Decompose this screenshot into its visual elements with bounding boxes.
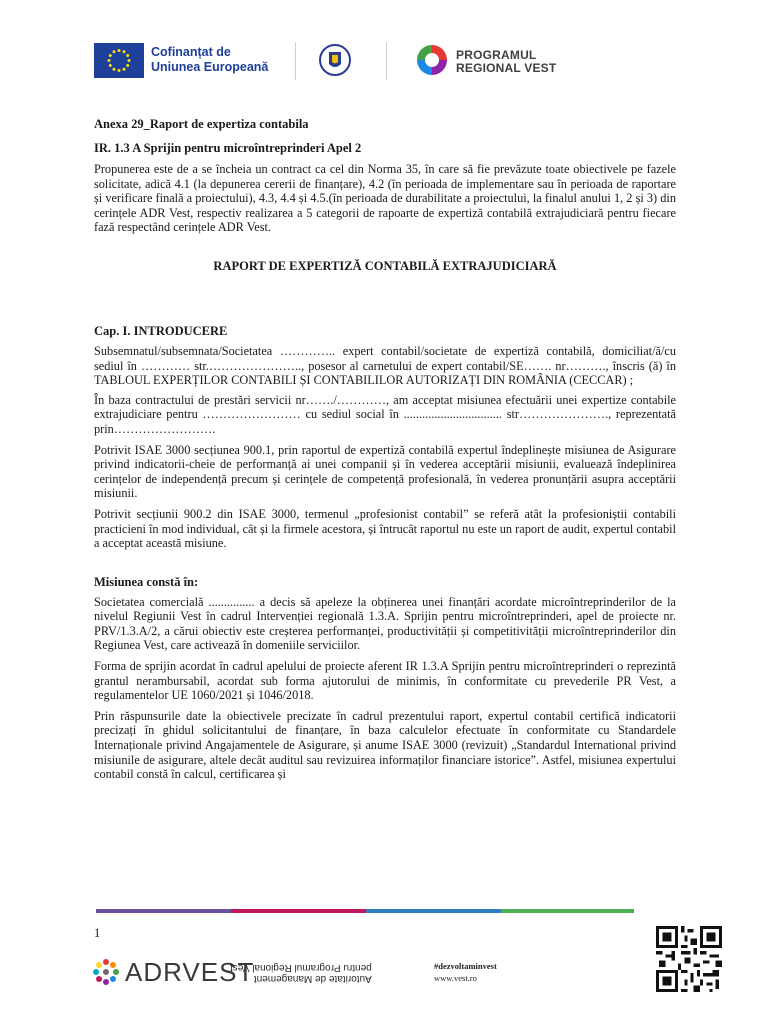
program-regional-vest-logo-icon xyxy=(414,42,450,78)
adr-vest-wordmark: ADRVEST xyxy=(125,957,255,987)
isae-900-2-paragraph: Potrivit secțiunii 900.2 din ISAE 3000, termenul „profesionist contabil” se referă atât la profesioniștii contabili practicieni în mod individual, cât și la firmele acestora, și întrucât raportul nu este un raport de audit, expertul contabil a acceptat această misiune. xyxy=(94,506,676,551)
mission-heading: Misiunea constă în: xyxy=(94,574,199,589)
header-divider xyxy=(386,42,387,80)
campaign-hashtag: #dezvoltaminvest xyxy=(434,961,497,971)
program-regional-vest-label: PROGRAMUL REGIONAL VEST xyxy=(456,48,557,75)
company-paragraph: Societatea comercială ............... a decis să apeleze la obținerea unei finanțări acordate microîntreprinderilor de la nivelul Regiunii Vest în cadrul Intervenției regională 1.3.A. Sprijin pentru microîntreprinderi, apel de proiecte nr. PRV/1.3.A/2, a cărui obiectiv este creșterea performanței, productivității și competitivității microîntreprinderilor din Regiunea Vest, care activează în domeniile serviciilor. xyxy=(94,594,676,653)
footer-stripe-segment xyxy=(231,909,366,913)
annex-title: Anexa 29_Raport de expertiza contabila xyxy=(94,117,309,131)
footer-stripe-segment xyxy=(96,909,231,913)
intro-paragraph: Propunerea este de a se încheia un contract ca cel din Norma 35, în care să fie prevăzute toate obiectivele pe fazele solicitate, adică 4.1 (la depunerea cererii de finanțare), 4.2 (în perioada de implementare sau în perioada de raportare și verificare finală a proiectului), 4.3, 4.4 și 4.5.(în perioada de durabilitate a proiectului, la finalul anului 1, 2 și 3) din cerințele ADR Vest, respectiv realizarea a 5 categorii de rapoarte de expertiză contabilă extrajudiciară pentru fiecare fază respectând cerințele ADR Vest. xyxy=(94,162,676,235)
document-body xyxy=(94,117,676,782)
contract-paragraph: În baza contractului de prestări servicii nr……./…………, am acceptat misiunea efectuării unei expertize contabile extrajudiciare pentru …………………… cu sediul social în ................................ str…………………., reprezentată prin……………………. xyxy=(94,392,676,436)
header-divider xyxy=(295,42,296,80)
eu-cofinancing-label: Cofinanțat de Uniunea Europeană xyxy=(151,45,269,74)
intervention-title: IR. 1.3 A Sprijin pentru microîntreprinderi Apel 2 xyxy=(94,141,362,155)
expert-identification-paragraph: Subsemnatul/subsemnata/Societatea ………….. expert contabil/societate de expertiză contabilă, domiciliat/ă/cu sediul în ………… str.………………….., posesor al carnetului de expert contabil/SE……. nr………., înscris (ă) în TABLOUL EXPERȚILOR CONTABILI ȘI CONTABILILOR AUTORIZAȚI DIN ROMÂNIA (CECCAR) ; xyxy=(94,343,676,388)
footer-stripe-segment xyxy=(366,909,501,913)
certification-paragraph: Prin răspunsurile date la obiectivele precizate în cadrul prezentului raport, expertul contabil certifică indicatorii precizați în ghidul solicitantului de finanțare, în baza calculelor efectuate în conformitate cu Standardele Internaționale privind Angajamentele de Asigurare, și anume ISAE 3000 (revizuit) „Standardul International privind misiunile de asigurare, altele decât auditul sau revizuirea informaților financiare istorice”. Astfel, misiunea expertului contabil constă în calcul, certificarea și xyxy=(94,708,676,782)
support-form-paragraph: Forma de sprijin acordat în cadrul apelului de proiecte aferent IR 1.3.A Sprijin pentru microîntreprinderi o reprezintă grantul nerambursabil, acordat sub forma ajutorului de minimis, în conformitate cu prevederile PR Vest, a regulamentelor UE 1060/2021 și 1046/2018. xyxy=(94,659,676,703)
footer-stripe-segment xyxy=(501,909,634,913)
report-main-title: RAPORT DE EXPERTIZĂ CONTABILĂ EXTRAJUDICIARĂ xyxy=(213,258,557,273)
isae-900-1-paragraph: Potrivit ISAE 3000 secțiunea 900.1, prin raportul de expertiză contabilă expertul îndeplinește misiunea de Asigurare privind indicatorii-cheie de performanță ai unei companii și în vederea acceptării misiunii, evaluează îndeplinirea cerințelor de independență precum și cerințele de competență profesională, în vederea pronunțării asupra acceptării misiunii. xyxy=(94,442,676,501)
adr-vest-subtitle: Autoritate de Management pentru Programul Regional Vest xyxy=(230,962,372,984)
page-number: 1 xyxy=(94,926,101,940)
chapter-heading: Cap. I. INTRODUCERE xyxy=(94,323,228,338)
eu-flag-icon xyxy=(94,43,144,78)
qr-code-icon xyxy=(654,926,724,992)
website-link[interactable]: www.vest.ro xyxy=(434,973,477,983)
adr-vest-dots-logo-icon xyxy=(92,958,120,986)
page-header xyxy=(0,0,768,110)
romania-crest-icon xyxy=(319,42,351,78)
